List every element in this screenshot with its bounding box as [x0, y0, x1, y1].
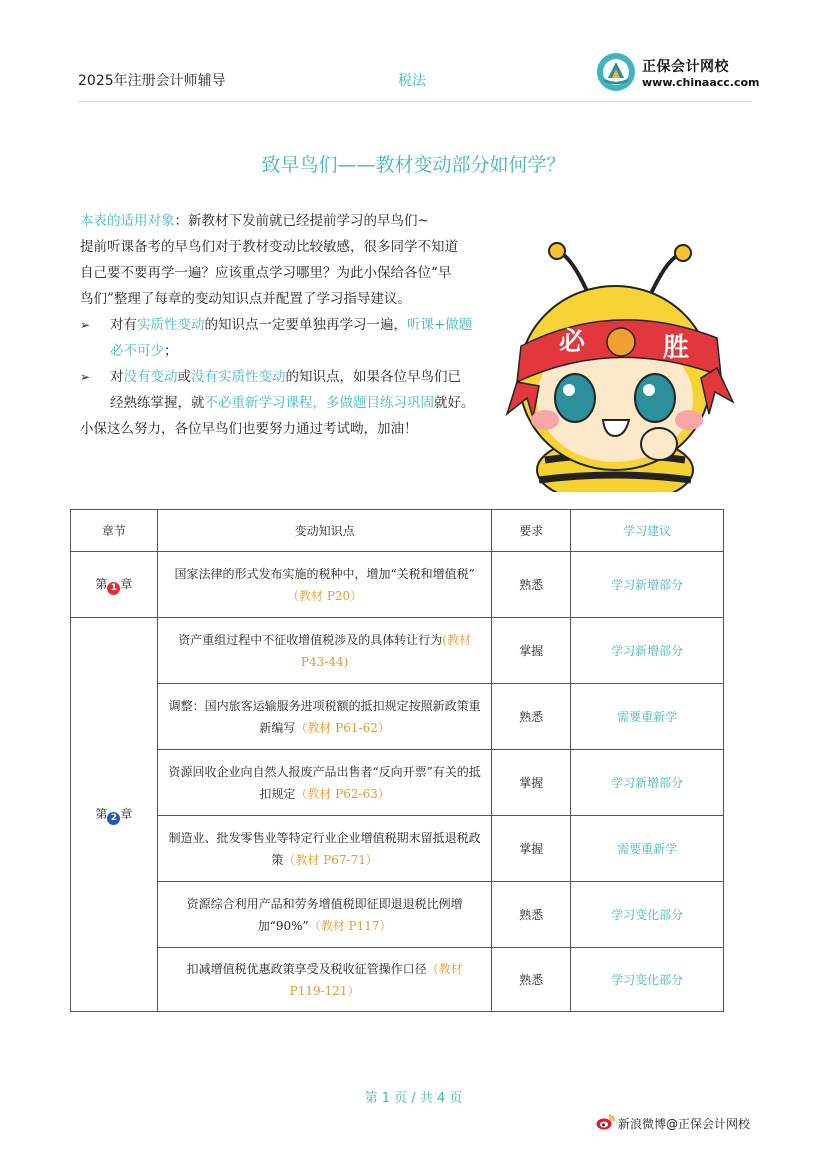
textbook-ref: （教材 P61-62）: [295, 720, 390, 735]
bullet-1-pre: 对有: [110, 317, 137, 333]
advice-cell: 需要重新学: [571, 684, 724, 750]
advice-cell: 学习变化部分: [571, 948, 724, 1012]
point-cell: [157, 618, 492, 684]
bullet-2-highlight-1: 没有变动: [123, 369, 178, 385]
advice-cell: 学习新增部分: [571, 552, 724, 618]
bullet-1: [80, 312, 496, 338]
requirement-cell: 熟悉: [492, 882, 571, 948]
header-requirement: 要求: [492, 510, 571, 552]
bullet-2-line2-pre: 经熟练掌握，就: [110, 395, 205, 411]
table-row: [71, 552, 724, 618]
advice-cell: 学习新增部分: [571, 618, 724, 684]
table-row: [71, 750, 724, 816]
closing-line: 小保这么努力，各位早鸟们也要努力通过考试呦，加油！: [80, 421, 418, 437]
advice-cell: 学习变化部分: [571, 882, 724, 948]
mascot-band-right: 胜: [663, 333, 690, 363]
requirement-cell: 掌握: [492, 750, 571, 816]
table-row: [71, 618, 724, 684]
chapter-pre: 第: [95, 576, 108, 591]
point-text: 国家法律的形式发布实施的税种中，增加“关税和增值税”: [174, 566, 475, 581]
requirement-cell: 熟悉: [492, 684, 571, 750]
chapter-number-badge: 1: [107, 582, 120, 595]
bullet-1-highlight-1: 实质性变动: [137, 317, 205, 333]
bullet-2-mid-2: 的知识点，如果各位早鸟们已: [285, 369, 461, 385]
bullet-2-pre: 对: [110, 369, 124, 385]
table-header-row: [71, 510, 724, 552]
table-row: [71, 948, 724, 1012]
point-text: 制造业、批发零售业等特定行业企业增值税期末留抵退税政策: [168, 830, 481, 867]
header-subject: 税法: [398, 73, 426, 89]
advice-cell: 学习新增部分: [571, 750, 724, 816]
intro-para-line-2: 自己要不要再学一遍？应该重点学习哪里？为此小保给各位“早: [80, 265, 452, 281]
weibo-icon: [596, 1114, 616, 1131]
bullet-1-highlight-2: 听课+做题: [407, 317, 473, 333]
bullet-1-highlight-3: 必不可少: [110, 343, 164, 359]
point-text: 调整：国内旅客运输服务进项税额的抵扣规定按照新政策重新编写: [168, 698, 481, 735]
changes-table: [70, 509, 724, 1012]
bee-mascot-icon: [503, 238, 735, 492]
intro-para-line-3: 鸟们”整理了每章的变动知识点并配置了学习指导建议。: [80, 291, 411, 307]
point-cell: [157, 684, 492, 750]
requirement-cell: 掌握: [492, 618, 571, 684]
bullet-1-cont: [80, 338, 496, 364]
advice-cell: 需要重新学: [571, 816, 724, 882]
chapter-number-badge: 2: [107, 812, 120, 825]
scope-line: [80, 208, 496, 234]
intro-section: [80, 208, 496, 442]
textbook-ref: (教材 P43-44): [300, 632, 471, 669]
point-cell: [157, 948, 492, 1012]
bullet-2: [80, 364, 496, 390]
page-header: [78, 50, 760, 102]
point-cell: [157, 882, 492, 948]
scope-label: 本表的适用对象: [80, 213, 175, 229]
bullet-2-cont: [80, 390, 496, 416]
page-title: 致早鸟们——教材变动部分如何学？: [261, 154, 566, 176]
header-chapter: 章节: [71, 510, 158, 552]
bullet-arrow-icon: ➢: [80, 370, 91, 384]
bullet-2-highlight-3: 不必重新学习课程，多做题目练习巩固: [204, 395, 434, 411]
point-cell: [157, 552, 492, 618]
textbook-ref: （教材 P67-71）: [283, 852, 378, 867]
bullet-arrow-icon: ➢: [80, 318, 91, 332]
point-cell: [157, 750, 492, 816]
header-point: 变动知识点: [157, 510, 492, 552]
chapter-post: 章: [120, 576, 133, 591]
point-cell: [157, 816, 492, 882]
logo-mark-icon: [596, 52, 636, 92]
requirement-cell: 熟悉: [492, 948, 571, 1012]
table-row: [71, 882, 724, 948]
mascot-band-left: 必: [559, 327, 586, 357]
bullet-2-highlight-2: 没有实质性变动: [191, 369, 286, 385]
logo-url: www.chinaacc.com: [642, 76, 760, 89]
weibo-text: 新浪微博@正保会计网校: [618, 1117, 751, 1131]
table-row: [71, 816, 724, 882]
page-number: 第 1 页 / 共 4 页: [364, 1091, 463, 1106]
intro-para-line-1: 提前听课备考的早鸟们对于教材变动比较敏感，很多同学不知道: [80, 239, 458, 255]
chapter-cell: [71, 552, 158, 618]
bullet-2-end: 就好。: [434, 395, 475, 411]
chapter-post: 章: [120, 806, 133, 821]
requirement-cell: 掌握: [492, 816, 571, 882]
textbook-ref: （教材 P119-121）: [289, 961, 463, 998]
point-text: 资源回收企业向自然人报废产品出售者“反向开票”有关的抵扣规定: [168, 764, 481, 801]
chapter-cell: [71, 618, 158, 1012]
bullet-1-end: ；: [164, 343, 178, 359]
bullet-1-mid: 的知识点一定要单独再学习一遍，: [204, 317, 407, 333]
point-text: 资源综合利用产品和劳务增值税即征即退退税比例增加“90%”: [186, 896, 463, 933]
textbook-ref: （教材 P117）: [308, 918, 392, 933]
header-course-title: 2025年注册会计师辅导: [78, 73, 226, 89]
header-advice: 学习建议: [571, 510, 724, 552]
logo-name: 正保会计网校: [642, 59, 729, 75]
chapter-pre: 第: [95, 806, 108, 821]
scope-text: ：新教材下发前就已经提前学习的早鸟们~: [174, 213, 429, 229]
bullet-2-mid-1: 或: [177, 369, 191, 385]
point-text: 扣减增值税优惠政策享受及税收征管操作口径: [186, 961, 427, 976]
textbook-ref: （教材 P62-63）: [295, 786, 390, 801]
textbook-ref: （教材 P20）: [287, 588, 363, 603]
table-row: [71, 684, 724, 750]
point-text: 资产重组过程中不征收增值税涉及的具体转让行为: [178, 632, 443, 647]
brand-logo[interactable]: [596, 50, 760, 94]
requirement-cell: 熟悉: [492, 552, 571, 618]
